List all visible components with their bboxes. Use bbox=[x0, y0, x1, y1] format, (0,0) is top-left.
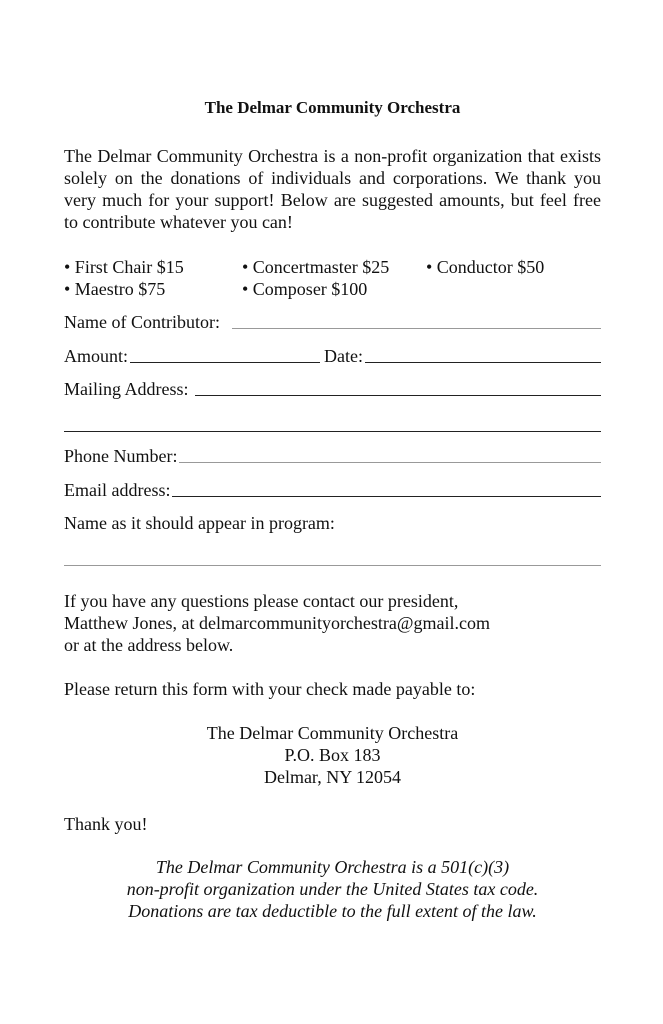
level-maestro: • Maestro $75 bbox=[64, 279, 166, 299]
contact-line: or at the address below. bbox=[64, 635, 234, 655]
contact-paragraph bbox=[64, 590, 624, 656]
tax-note-line: Donations are tax deductible to the full extent of the law. bbox=[128, 901, 537, 921]
mailing-field[interactable] bbox=[64, 376, 601, 400]
intro-paragraph: The Delmar Community Orchestra is a non-profit organization that exists solely on the donations of individuals and corporations. We thank you very much for your support! Below are suggested amounts, but feel free to contribute whatever you can! bbox=[64, 146, 601, 232]
email-label: Email address: bbox=[64, 480, 171, 500]
contributor-line[interactable] bbox=[232, 328, 601, 329]
phone-line[interactable] bbox=[179, 462, 601, 463]
email-line[interactable] bbox=[172, 496, 601, 497]
program-name-line[interactable] bbox=[64, 565, 601, 566]
level-first-chair: • First Chair $15 bbox=[64, 257, 184, 277]
page-title: The Delmar Community Orchestra bbox=[204, 98, 461, 117]
level-concertmaster: • Concertmaster $25 bbox=[242, 257, 390, 277]
address-line: The Delmar Community Orchestra bbox=[206, 723, 459, 743]
return-note: Please return this form with your check made payable to: bbox=[64, 679, 476, 699]
amount-date-row bbox=[64, 343, 601, 367]
address-line: P.O. Box 183 bbox=[284, 745, 381, 765]
tax-note-line: The Delmar Community Orchestra is a 501(c)(3) bbox=[155, 857, 510, 877]
date-line[interactable] bbox=[365, 362, 601, 363]
address-line: Delmar, NY 12054 bbox=[263, 767, 402, 787]
mailing-line-2[interactable] bbox=[64, 431, 601, 432]
program-name-label: Name as it should appear in program: bbox=[64, 513, 335, 533]
tax-note-line: non-profit organization under the United States tax code. bbox=[126, 879, 539, 899]
level-conductor: • Conductor $50 bbox=[426, 257, 545, 277]
thanks-text: Thank you! bbox=[64, 814, 148, 834]
mailing-address-block bbox=[50, 722, 615, 788]
contact-line: Matthew Jones, at delmarcommunityorchestra@gmail.com bbox=[64, 613, 490, 633]
program-name-field bbox=[64, 510, 601, 534]
email-field[interactable] bbox=[64, 477, 601, 501]
date-label: Date: bbox=[324, 346, 363, 366]
mailing-line[interactable] bbox=[195, 395, 602, 396]
phone-field[interactable] bbox=[64, 443, 601, 467]
contributor-label: Name of Contributor: bbox=[64, 312, 220, 332]
contributor-field[interactable] bbox=[64, 309, 601, 333]
mailing-label: Mailing Address: bbox=[64, 379, 189, 399]
level-composer: • Composer $100 bbox=[242, 279, 368, 299]
amount-label: Amount: bbox=[64, 346, 129, 366]
tax-note bbox=[50, 856, 615, 922]
phone-label: Phone Number: bbox=[64, 446, 178, 466]
amount-line[interactable] bbox=[130, 362, 320, 363]
contact-line: If you have any questions please contact our president, bbox=[64, 591, 459, 611]
